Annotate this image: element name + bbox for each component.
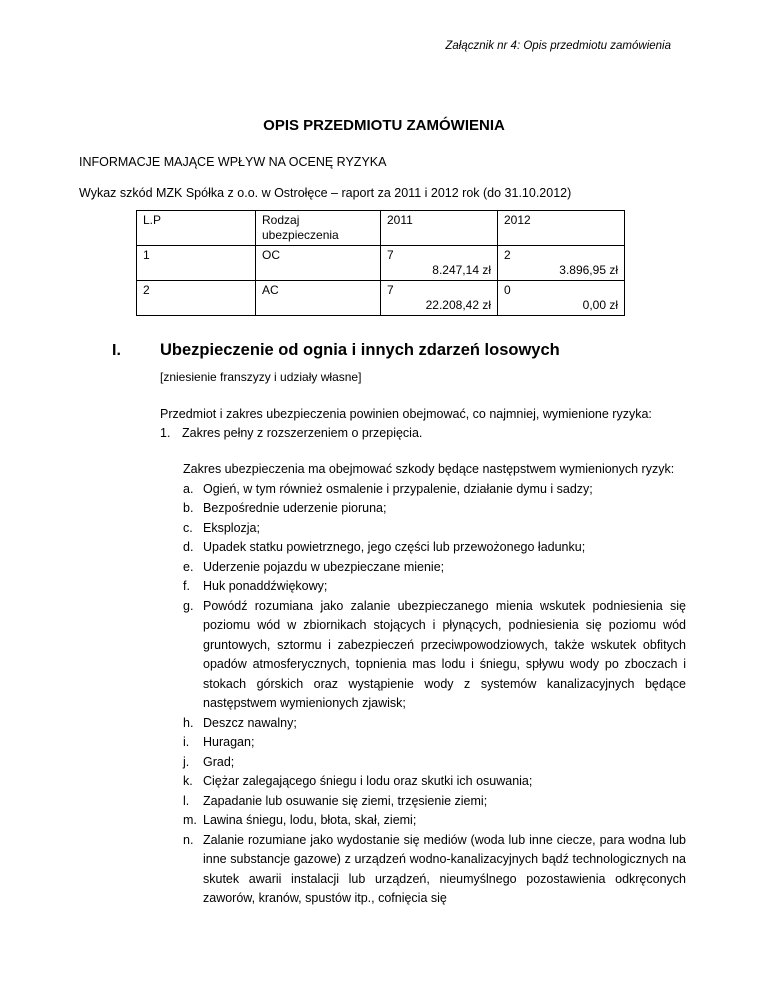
risk-marker: n. xyxy=(183,832,194,847)
risk-text: Bezpośrednie uderzenie pioruna; xyxy=(203,501,387,515)
risk-item xyxy=(183,558,686,578)
header-cell-2012: 2012 xyxy=(498,211,625,246)
amount-2012: 3.896,95 zł xyxy=(559,263,618,277)
cell-lp: 1 xyxy=(137,246,256,281)
risk-text: Ogień, w tym również osmalenie i przypalenie, działanie dymu i sadzy; xyxy=(203,481,593,496)
risk-text: Eksplozja; xyxy=(203,520,260,535)
risk-text: Zapadanie lub osuwanie się ziemi, trzęsienie ziemi; xyxy=(203,793,488,808)
risk-text: Huragan; xyxy=(203,735,255,749)
risk-marker: m. xyxy=(183,813,197,827)
amount-2011: 8.247,14 zł xyxy=(432,263,491,277)
section-number: I. xyxy=(112,342,121,359)
document-title: OPIS PRZEDMIOTU ZAMÓWIENIA xyxy=(263,117,505,134)
count-2012: 0 xyxy=(504,283,511,297)
cell-2012 xyxy=(498,281,625,316)
risk-marker: f. xyxy=(183,579,190,593)
risk-text: Ciężar zalegającego śniegu i lodu oraz skutki ich osuwania; xyxy=(203,774,533,788)
risk-item xyxy=(183,714,686,734)
risk-item xyxy=(183,519,686,539)
header-cell-2011: 2011 xyxy=(381,211,498,246)
amount-2012: 0,00 zł xyxy=(582,298,618,312)
risk-item xyxy=(183,499,686,519)
risk-item xyxy=(183,753,686,773)
list-item xyxy=(160,424,680,443)
risk-text: Deszcz nawalny; xyxy=(203,715,297,730)
risk-text: Upadek statku powietrznego, jego części lub przewożonego ładunku; xyxy=(203,540,586,554)
risk-marker: i. xyxy=(183,735,190,749)
risk-text: Huk ponaddźwiękowy; xyxy=(203,579,328,593)
table-row xyxy=(137,246,625,281)
count-2012: 2 xyxy=(504,248,511,262)
section-intro-block xyxy=(160,405,680,443)
risk-marker: h. xyxy=(183,715,194,730)
risk-item xyxy=(183,792,686,812)
risk-text: Grad; xyxy=(203,754,235,769)
risk-marker: l. xyxy=(183,793,190,808)
table-row xyxy=(137,281,625,316)
cell-2012 xyxy=(498,246,625,281)
risk-item xyxy=(183,831,686,909)
cell-lp: 2 xyxy=(137,281,256,316)
cell-type: AC xyxy=(256,281,381,316)
list-item-text: Zakres pełny z rozszerzeniem o przepięcia. xyxy=(182,426,423,440)
cell-2011 xyxy=(381,281,498,316)
list-item-marker: 1. xyxy=(160,426,171,440)
count-2011: 7 xyxy=(387,248,394,262)
risk-marker: e. xyxy=(183,559,194,574)
section-subtitle: [zniesienie franszyzy i udziały własne] xyxy=(160,370,362,384)
risk-marker: g. xyxy=(183,598,194,613)
cell-2011 xyxy=(381,246,498,281)
cell-type: OC xyxy=(256,246,381,281)
scope-intro: Zakres ubezpieczenia ma obejmować szkody będące następstwem wymienionych ryzyk: xyxy=(183,462,675,476)
amount-2011: 22.208,42 zł xyxy=(425,298,491,312)
risk-item xyxy=(183,597,686,714)
claims-table xyxy=(136,210,625,316)
risk-item xyxy=(183,772,686,792)
scope-block xyxy=(183,460,686,909)
risk-marker: c. xyxy=(183,520,193,535)
risk-text: Uderzenie pojazdu w ubezpieczane mienie; xyxy=(203,559,445,574)
header-cell-type: Rodzaj ubezpieczenia xyxy=(256,211,381,246)
risk-text: Powódź rozumiana jako zalanie ubezpieczanego mienia wskutek podniesienia się poziomu wód w zbiornikach stojących i płynących, podniesienia się poziomu wód gruntowych, sztormu i zabezpieczeń przeciwpowodziowych, także wskutek obfitych opadów atmosferycznych, topnienia mas lodu i śniegu, spływu wody po zboczach i stokach górskich oraz wystąpienie wody z systemów kanalizacyjnych będące następstwem wymienionych zjawisk; xyxy=(203,598,686,710)
risk-text: Zalanie rozumiane jako wydostanie się mediów (woda lub inne ciecze, para wodna lub inne substancje gazowe) z urządzeń wodno-kanalizacyjnych bądź technologicznych na skutek awarii instalacji lub urządzeń, nieumyślnego pozostawienia odkręconych zaworów, kranów, spustów itp., cofnięcia się xyxy=(203,832,686,905)
risk-marker: b. xyxy=(183,501,194,515)
header-note: Załącznik nr 4: Opis przedmiotu zamówienia xyxy=(445,40,671,52)
section-title: Ubezpieczenie od ognia i innych zdarzeń losowych xyxy=(160,341,560,359)
risk-item xyxy=(183,733,686,753)
table-header-row xyxy=(137,211,625,246)
header-cell-lp: L.P xyxy=(137,211,256,246)
risk-info-heading: INFORMACJE MAJĄCE WPŁYW NA OCENĘ RYZYKA xyxy=(79,155,387,169)
section-intro: Przedmiot i zakres ubezpieczenia powinien obejmować, co najmniej, wymienione ryzyka: xyxy=(160,407,652,421)
risk-item xyxy=(183,538,686,558)
risk-marker: a. xyxy=(183,481,194,496)
risk-marker: k. xyxy=(183,774,193,788)
risk-item xyxy=(183,577,686,597)
risk-marker: j. xyxy=(183,754,190,769)
count-2011: 7 xyxy=(387,283,394,297)
risk-text: Lawina śniegu, lodu, błota, skał, ziemi; xyxy=(203,813,417,827)
claims-summary: Wykaz szkód MZK Spółka z o.o. w Ostrołęce – raport za 2011 i 2012 rok (do 31.10.2012) xyxy=(79,186,572,200)
risk-item xyxy=(183,811,686,831)
risk-item xyxy=(183,480,686,500)
risk-list xyxy=(183,480,686,909)
risk-marker: d. xyxy=(183,540,194,554)
